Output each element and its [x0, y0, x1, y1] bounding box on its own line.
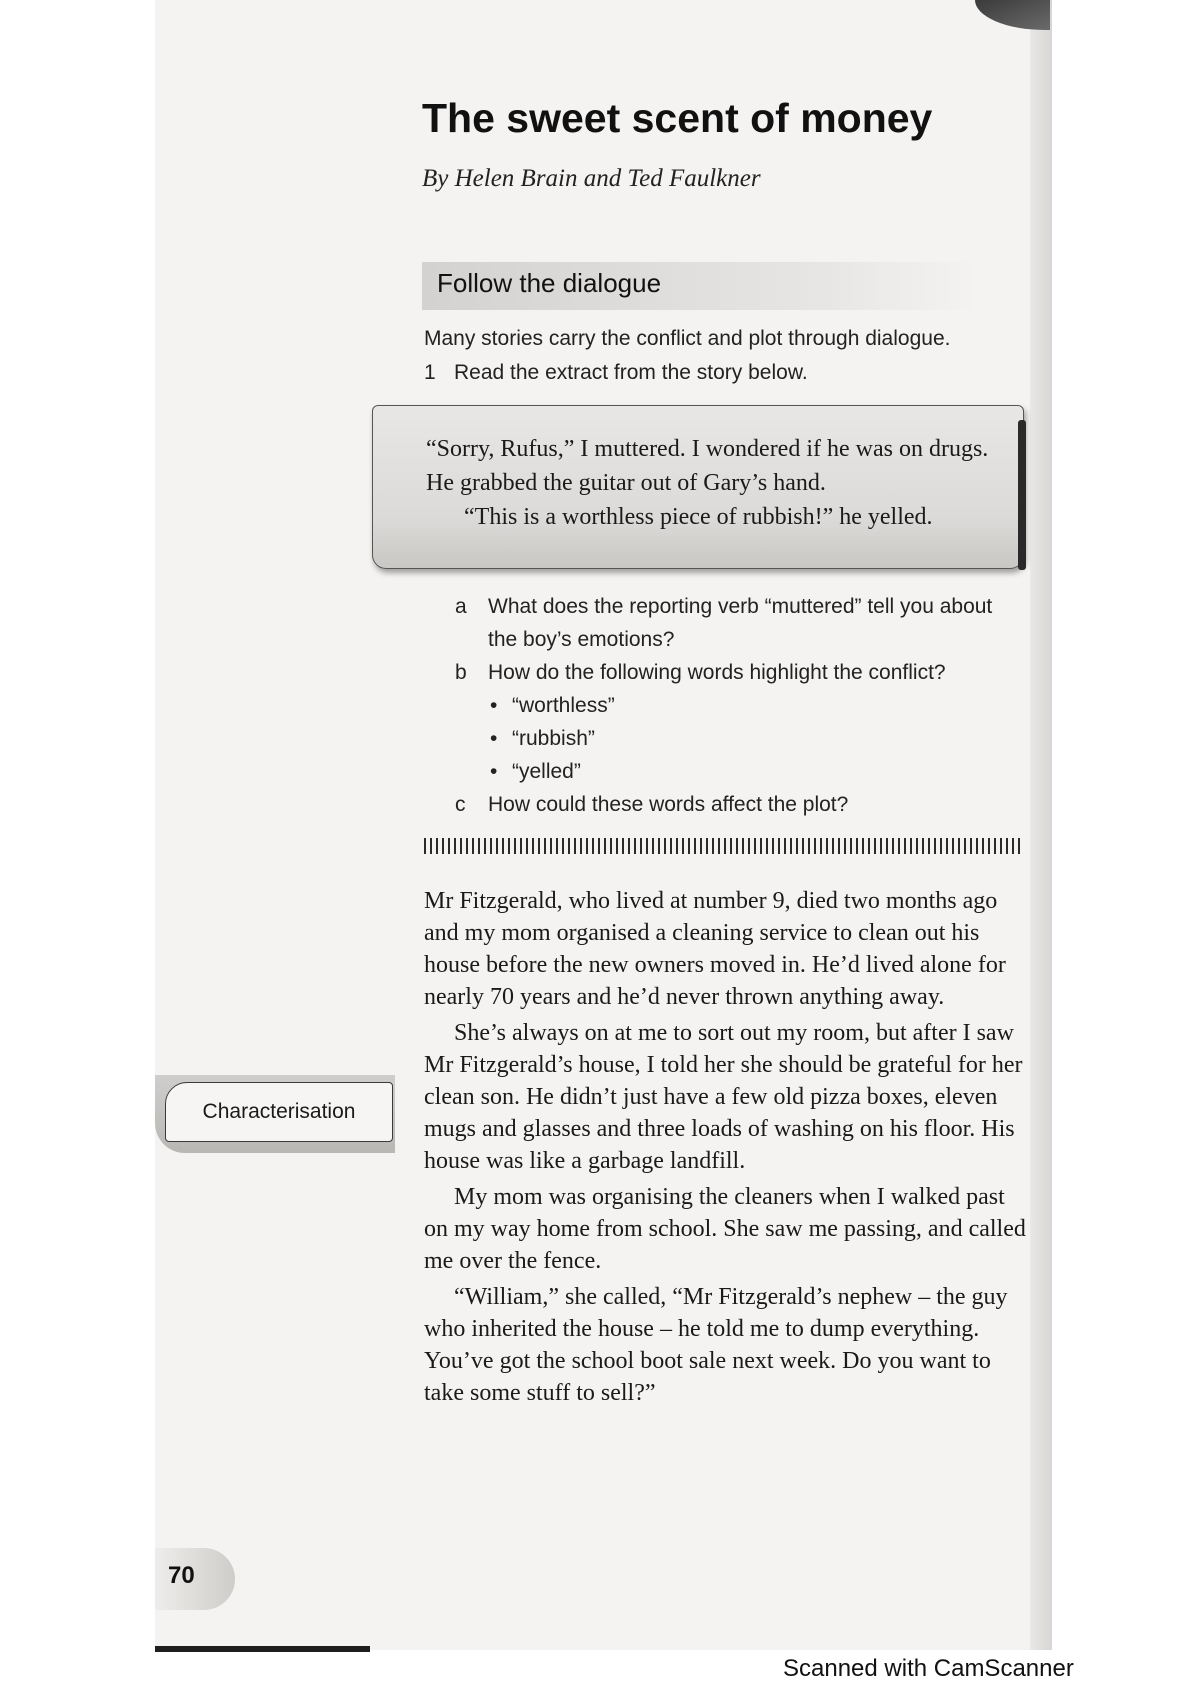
bullet-text: “yelled”: [512, 760, 581, 783]
question-list: [455, 590, 1015, 821]
story-byline: By Helen Brain and Ted Faulkner: [422, 165, 761, 192]
intro-sentence: Many stories carry the conflict and plot through dialogue.: [424, 327, 951, 350]
scanner-watermark: Scanned with CamScanner: [783, 1655, 1074, 1682]
section-heading: Follow the dialogue: [437, 268, 662, 298]
bullet-dot: •: [490, 760, 498, 783]
question-letter: a: [455, 595, 467, 618]
extract-text: [426, 432, 1006, 534]
story-text: [424, 885, 1026, 1413]
question-text: How do the following words highlight the conflict?: [488, 661, 946, 684]
side-tab-label: Characterisation: [202, 1100, 356, 1123]
extract-line: “This is a worthless piece of rubbish!” he yelled.: [464, 504, 933, 530]
bullet-dot: •: [490, 694, 498, 717]
extract-line: “Sorry, Rufus,” I muttered. I wondered if he was on drugs. He grabbed the guitar out of Gary’s hand.: [426, 436, 989, 496]
page-number: 70: [168, 1562, 195, 1589]
story-paragraph: “William,” she called, “Mr Fitzgerald’s nephew – the guy who inherited the house – he told me to dump everything. You’ve got the school boot sale next week. Do you want to take some stuff to sell?”: [424, 1284, 1008, 1406]
bullet-dot: •: [490, 727, 498, 750]
page-number-tab: [155, 1548, 235, 1610]
bullet-item: [455, 689, 1015, 722]
question-item: [455, 788, 1015, 821]
question-item: [455, 656, 1015, 689]
story-paragraph: My mom was organising the cleaners when I walked past on my way home from school. She saw me passing, and called me over the fence.: [424, 1184, 1026, 1274]
story-paragraph: Mr Fitzgerald, who lived at number 9, died two months ago and my mom organised a cleaning service to clean out his house before the new owners moved in. He’d lived alone for nearly 70 years and he’d never thrown anything away.: [424, 888, 1006, 1010]
bullet-text: “rubbish”: [512, 727, 595, 750]
bullet-item: [455, 755, 1015, 788]
extract-box-edge: [1018, 420, 1026, 570]
story-title: The sweet scent of money: [422, 95, 933, 141]
question-letter: b: [455, 661, 467, 684]
question-item: [455, 590, 1015, 656]
bullet-text: “worthless”: [512, 694, 615, 717]
task-text: Read the extract from the story below.: [454, 361, 808, 384]
question-text: How could these words affect the plot?: [488, 793, 849, 816]
story-paragraph: She’s always on at me to sort out my room, but after I saw Mr Fitzgerald’s house, I told her she should be grateful for her clean son. He didn’t just have a few old pizza boxes, eleven mugs and glasses and three loads of washing on his floor. His house was like a garbage landfill.: [424, 1020, 1023, 1174]
bullet-item: [455, 722, 1015, 755]
divider-rule: [424, 838, 1024, 854]
intro-text: [424, 322, 1014, 390]
page-spine-shadow: [1030, 0, 1052, 1650]
task-line: [424, 356, 1014, 390]
page-bottom-bar: [155, 1646, 370, 1652]
task-number: 1: [424, 361, 436, 384]
question-text: What does the reporting verb “muttered” tell you about the boy’s emotions?: [488, 595, 993, 651]
question-letter: c: [455, 793, 466, 816]
